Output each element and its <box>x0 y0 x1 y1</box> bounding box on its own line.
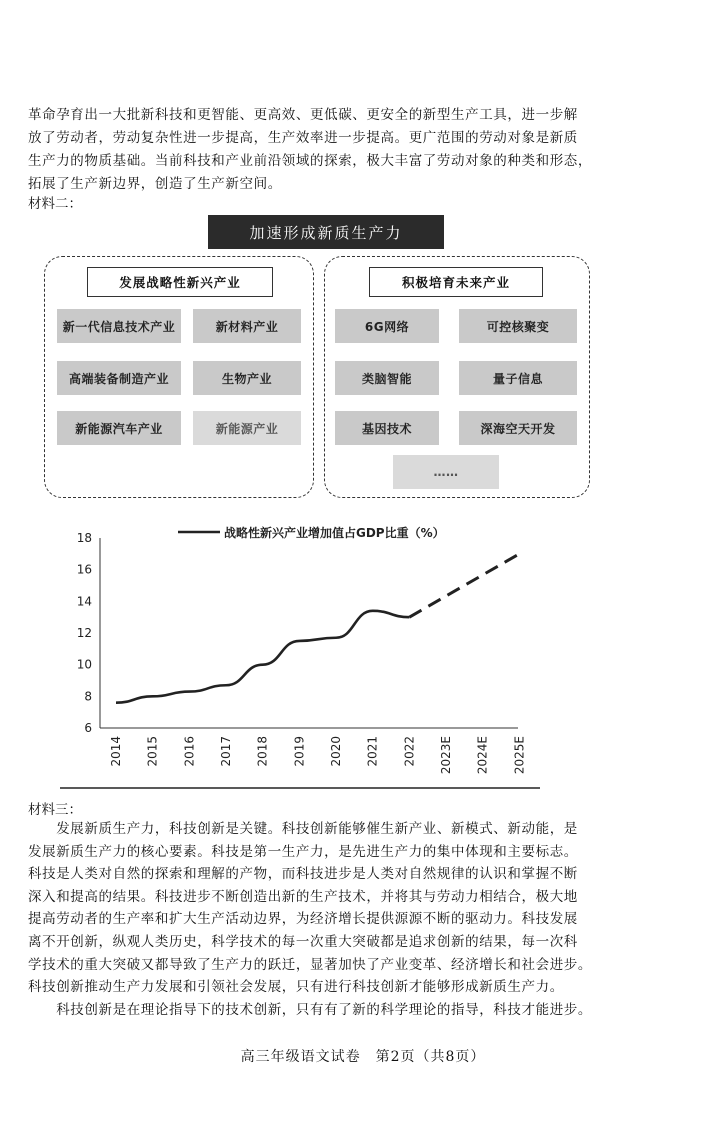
future-industry-box: 基因技术 <box>335 411 439 445</box>
material3-line: 发展新质生产力的核心要素。科技是第一生产力，是先进生产力的集中体现和主要标志。 <box>28 843 578 860</box>
diagram-title: 加速形成新质生产力 <box>208 215 444 249</box>
top-line: 放了劳动者，劳动复杂性进一步提高，生产效率进一步提高。更广范围的劳动对象是新质 <box>28 130 578 146</box>
x-tick-label: 2022 <box>402 736 417 767</box>
future-industry-box-more: …… <box>393 455 499 489</box>
future-industry-box: 类脑智能 <box>335 361 439 395</box>
x-tick-label: 2024E <box>475 736 490 775</box>
material3-line: 科技创新推动生产力发展和引领社会发展，只有进行科技创新才能够形成新质生产力。 <box>28 979 564 996</box>
material3-label: 材料三： <box>28 802 82 818</box>
x-tick-label: 2020 <box>329 736 343 767</box>
x-tick-label: 2019 <box>292 736 307 767</box>
industry-box: 高端装备制造产业 <box>57 361 181 395</box>
legend-label: 战略性新兴产业增加值占GDP比重（%） <box>224 526 445 540</box>
left-group <box>44 256 314 498</box>
future-industry-box: 6G网络 <box>335 309 439 343</box>
x-tick-label: 2017 <box>219 736 233 767</box>
material3-line: 科技创新是在理论指导下的技术创新，只有有了新的科学理论的指导，科技才能进步。 <box>28 1001 592 1018</box>
material3-line: 发展新质生产力，科技创新是关键。科技创新能够催生新产业、新模式、新动能，是 <box>28 821 578 837</box>
page-footer: 高三年级语文试卷 第2页（共8页） <box>240 1049 486 1065</box>
future-industry-box: 量子信息 <box>459 361 577 395</box>
future-industry-box: 深海空天开发 <box>459 411 577 445</box>
top-line: 革命孕育出一大批新科技和更智能、更高效、更低碳、更安全的新型生产工具，进一步解 <box>28 107 578 123</box>
industry-box: 新能源汽车产业 <box>57 411 181 445</box>
x-tick-label: 2025E <box>512 736 527 775</box>
right-group <box>324 256 590 498</box>
material3-line: 学技术的重大突破又都导致了生产力的跃迁，显著加快了产业变革、经济增长和社会进步。 <box>28 956 592 973</box>
industry-box: 生物产业 <box>193 361 301 395</box>
x-tick-label: 2021 <box>365 736 380 767</box>
material3-line: 科技是人类对自然的探索和理解的产物，而科技进步是人类对自然规律的认识和掌握不断 <box>28 866 578 883</box>
right-group-label: 积极培育未来产业 <box>369 267 543 297</box>
y-tick-label: 18 <box>76 531 92 545</box>
material3-line: 离不开创新，纵观人类历史，科学技术的每一次重大突破都是追求创新的结果，每一次科 <box>28 933 578 950</box>
y-tick-label: 16 <box>76 562 92 577</box>
future-industry-box: 可控核聚变 <box>459 309 577 343</box>
material3-line: 提高劳动者的生产率和扩大生产活动边界，为经济增长提供源源不断的驱动力。科技发展 <box>28 911 578 928</box>
series-line-projected <box>409 554 519 617</box>
y-tick-label: 14 <box>76 594 92 609</box>
x-tick-label: 2023E <box>439 736 453 775</box>
top-line: 生产力的物质基础。当前科技和产业前沿领域的探索，极大丰富了劳动对象的种类和形态， <box>28 153 592 169</box>
x-tick-label: 2015 <box>145 736 160 767</box>
top-paragraph <box>28 104 700 196</box>
y-tick-label: 6 <box>84 721 92 735</box>
material3-line: 深入和提高的结果。科技进步不断创造出新的生产技术，并将其与劳动力相结合，极大地 <box>28 888 578 905</box>
x-tick-label: 2016 <box>182 736 197 767</box>
line-chart <box>60 520 540 800</box>
x-tick-label: 2014 <box>109 736 123 767</box>
industry-box: 新能源产业 <box>193 411 301 445</box>
industry-box: 新一代信息技术产业 <box>57 309 181 343</box>
x-tick-label: 2018 <box>255 736 270 767</box>
material2-label: 材料二： <box>28 196 82 212</box>
series-line-actual <box>116 611 409 703</box>
material3-paragraph <box>28 818 700 1021</box>
top-line: 拓展了生产新边界，创造了生产新空间。 <box>28 176 282 192</box>
y-tick-label: 12 <box>76 626 92 640</box>
industry-box: 新材料产业 <box>193 309 301 343</box>
y-tick-label: 10 <box>76 657 92 672</box>
y-tick-label: 8 <box>84 689 92 704</box>
left-group-label: 发展战略性新兴产业 <box>87 267 273 297</box>
